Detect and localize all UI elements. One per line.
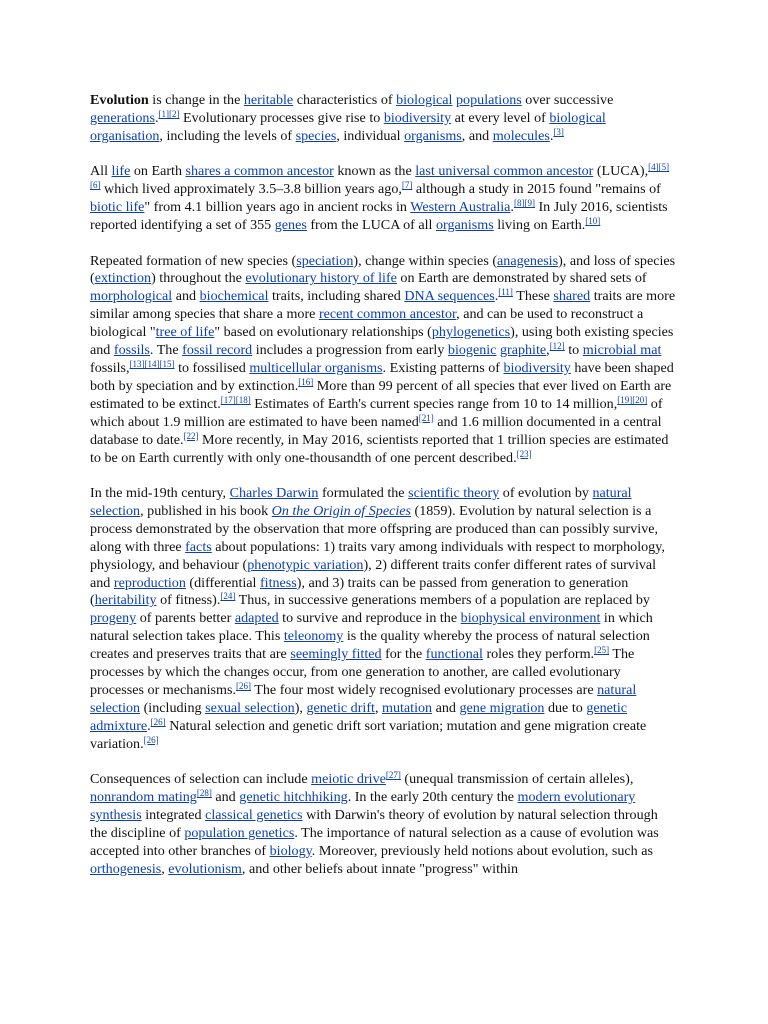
text-run: on Earth [130,163,186,180]
text-run: . The importance of natural selection as a cause of evolution was accepted into other branches of [90,824,659,859]
citation-link[interactable]: [24] [220,591,236,602]
text-run: about populations: 1) traits vary among individuals with respect to morphology, physiology, and behaviour ( [90,538,665,573]
article-link[interactable]: fossil record [182,342,253,359]
text-run: formulated the [318,485,409,501]
document-body [90,92,676,896]
text-run: (including [140,699,206,716]
article-link[interactable]: evolutionism [168,860,242,877]
citation-link[interactable]: [19][20] [617,394,648,405]
text-run: Thus, in successive generations members of a population are replaced by [235,592,650,609]
article-link[interactable]: organisms [404,127,462,144]
text-run: and [211,789,240,806]
italic-text: On the Origin of Species [271,502,411,519]
paragraph [90,163,676,235]
text-run: . [154,109,159,126]
citation-link[interactable]: [23] [516,448,532,459]
article-link[interactable]: gene migration [459,699,545,716]
article-link[interactable]: population genetics [184,824,295,841]
text-run: integrated [141,807,206,823]
text-run: ), and 3) traits can be passed from generation to generation ( [90,574,629,609]
article-link[interactable]: shares a common ancestor [185,163,334,180]
article-link[interactable]: life [111,163,131,180]
article-link[interactable]: biogenic [447,342,497,359]
text-run: , published in his book [140,502,272,519]
article-link[interactable]: biophysical environment [460,610,601,627]
text-run: More recently, in May 2016, scientists reported that 1 trillion species are estimated to be on Earth currently with only one-thousandth of one percent described. [90,431,669,466]
article-link[interactable]: natural selection [90,681,637,716]
article-link[interactable]: biodiversity [383,109,452,126]
text-run: is change in the [148,92,244,108]
article-link[interactable]: anagenesis [497,252,559,269]
article-link[interactable]: speciation [296,252,354,269]
text-run: traits, including shared [268,288,405,305]
citation-link[interactable]: [12] [549,341,565,352]
article-link[interactable]: genetic drift [306,699,375,716]
article-link[interactable]: fitness [259,574,297,591]
citation-link[interactable]: [3] [553,126,564,137]
paragraph [90,771,676,878]
text-run: The four most widely recognised evolutionary processes are [251,681,598,698]
text-run: . Moreover, previously held notions about evolution, such as [311,842,653,859]
text-run: on Earth are demonstrated by shared sets of [396,270,647,287]
text-run: . [147,717,151,734]
text-run: . In the early 20th century the [347,789,518,806]
text-run: , [546,342,550,359]
article-link[interactable]: teleonomy [283,628,344,645]
citation-link[interactable]: [10] [585,216,601,227]
text-run: fossils, [90,359,130,376]
text-run: of which about 1.9 million are estimated to have been named [90,395,663,430]
article-link[interactable]: genetic hitchhiking [239,789,348,806]
citation-link[interactable]: [17][18] [220,394,251,405]
article-link[interactable]: natural selection [90,485,632,519]
text-run: Estimates of Earth's current species range from 10 to 14 million, [250,395,618,412]
text-run: have been shaped both by speciation and by extinction. [90,359,674,394]
article-link[interactable]: scientific theory [408,485,500,501]
text-run: and [432,699,460,716]
text-run: " based on evolutionary relationships ( [214,324,432,341]
text-run: due to [544,699,587,716]
paragraph [90,485,676,754]
article-link[interactable]: classical genetics [205,807,303,823]
text-run: . Existing patterns of [382,359,504,376]
text-run: of fitness). [156,592,221,609]
article-link[interactable]: multicellular organisms [249,359,383,376]
citation-link[interactable]: [28] [196,788,212,799]
text-run: All [90,163,112,180]
text-run: (1859). Evolution by natural selection is a process demonstrated by the observation that more offspring are produced than can possibly survive, along with three [90,502,659,555]
bold-term: Evolution [90,92,149,108]
citation-link[interactable]: [4][5][6] [90,162,670,191]
text-run: , individual [336,127,405,144]
article-link[interactable]: heritability [94,592,157,609]
text-run: (differential [185,574,260,591]
text-run: , [161,860,169,877]
citation-link[interactable]: [22] [183,430,199,441]
article-link[interactable]: phylogenetics [431,324,511,341]
article-link[interactable]: biochemical [199,288,269,305]
text-run: ) throughout the [151,270,246,287]
text-run: and 1.6 million documented in a central database to date. [90,413,662,448]
text-run: includes a progression from early [252,342,448,359]
citation-link[interactable]: [1][2] [158,108,180,119]
article-link[interactable]: orthogenesis [90,860,162,877]
article-link[interactable]: phenotypic variation [247,556,364,573]
text-run: to survive and reproduce in the [278,610,461,627]
text-run: to fossilised [174,359,250,376]
text-run: with Darwin's theory of evolution by natural selection through the discipline of [90,807,658,841]
article-link[interactable]: populations [456,92,522,108]
article-link[interactable]: generations [90,109,155,126]
article-link[interactable] [272,503,411,519]
article-link[interactable]: facts [185,538,212,555]
text-run: roles they perform. [482,646,595,663]
citation-link[interactable]: [7] [401,180,413,191]
article-link[interactable]: nonrandom mating [90,789,197,806]
article-link[interactable]: organisms [436,217,494,234]
article-link[interactable]: last universal common ancestor [415,163,594,180]
text-run: In the mid-19th century, [90,485,230,501]
article-link[interactable]: meiotic drive [311,771,386,788]
text-run: The processes by which the changes occur, from one generation to another, are called evolutionary processes or mechanisms. [90,646,635,698]
article-link[interactable]: DNA sequences [404,288,495,305]
article-link[interactable]: seemingly fitted [290,646,382,663]
article-link[interactable]: tree of life [155,324,215,341]
text-run: ), [294,699,307,716]
paragraph [90,92,676,146]
article-link[interactable]: graphite [499,342,547,359]
citation-link[interactable]: [26] [236,680,251,691]
text-run: (LUCA), [593,163,649,180]
text-run: ), using both existing species and [90,324,674,359]
article-link[interactable]: Charles Darwin [229,485,319,501]
text-run: which lived approximately 3.5–3.8 billion years ago, [100,181,402,198]
text-run: " from 4.1 billion years ago in ancient rocks in [144,199,411,216]
article-link[interactable]: Western Australia [410,199,511,216]
text-run: , [374,699,382,716]
article-link[interactable]: functional [425,646,483,663]
text-run: to [564,342,583,359]
text-run: characteristics of [293,92,397,108]
article-link[interactable]: modern evolutionary synthesis [90,789,636,823]
article-link[interactable]: fossils [113,342,150,359]
article-link[interactable]: extinction [94,270,152,287]
text-run: , and can be used to reconstruct a biological " [90,306,644,341]
citation-link[interactable]: [21] [418,412,434,423]
article-link[interactable]: genes [274,217,307,234]
paragraph [90,253,676,468]
text-run: , including the levels of [159,127,296,144]
text-run: from the LUCA of all [306,217,436,234]
article-link[interactable]: shared [553,288,591,305]
citation-link[interactable]: [11] [498,287,513,298]
article-link[interactable]: mutation [381,699,433,716]
article-link[interactable]: biological [396,92,453,108]
article-link[interactable]: genetic admixture [90,699,628,734]
text-run: of parents better [136,610,235,627]
article-link[interactable]: heritable [243,92,294,108]
text-run: of evolution by [499,485,593,501]
citation-link[interactable]: [13][14][15] [129,358,175,369]
text-run: is the quality whereby the process of natural selection creates and preserves traits that are [90,628,650,663]
text-run: ), change within species ( [353,252,498,269]
text-run: Consequences of selection can include [90,771,312,788]
text-run: More than 99 percent of all species that ever lived on Earth are estimated to be extinct. [90,377,672,412]
article-link[interactable]: adapted [234,610,279,627]
text-run: In July 2016, scientists reported identifying a set of 355 [90,199,668,234]
article-link[interactable]: morphological [90,288,173,305]
text-run: , and [461,127,493,144]
article-link[interactable]: species [295,127,337,144]
text-run: at every level of [451,109,550,126]
article-link[interactable]: sexual selection [205,699,295,716]
text-run: . The [149,342,183,359]
article-link[interactable]: biotic life [90,199,145,216]
article-link[interactable]: molecules [492,127,550,144]
text-run: . [494,288,499,305]
citation-link[interactable]: [27] [385,770,401,781]
article-link[interactable]: recent common ancestor [318,306,457,323]
text-run: ), and loss of species ( [90,252,676,287]
text-run: Repeated formation of new species ( [90,252,297,269]
article-link[interactable]: biodiversity [503,359,571,376]
citation-link[interactable]: [8][9] [513,198,535,209]
text-run: ), 2) different traits confer different rates of survival and [90,556,657,591]
text-run: . [549,127,554,144]
citation-link[interactable]: [26] [150,716,166,727]
citation-link[interactable]: [16] [298,376,314,387]
text-run: for the [381,646,426,663]
article-link[interactable]: reproduction [113,574,186,591]
article-link[interactable]: evolutionary history of life [245,270,397,287]
article-link[interactable]: microbial mat [582,342,662,359]
text-run: These [512,288,554,305]
text-run: traits are more similar among species that share a more [90,288,676,323]
text-run: . [510,199,514,216]
article-link[interactable]: progeny [90,610,137,627]
article-link[interactable]: biological organisation [90,109,606,144]
text-run: although a study in 2015 found "remains of [412,181,661,198]
text-run: , and other beliefs about innate "progress" within [241,860,518,877]
text-run: Natural selection and genetic drift sort variation; mutation and gene migration create variation. [90,717,647,752]
article-link[interactable]: biology [269,842,312,859]
citation-link[interactable]: [25] [594,645,610,656]
text-run: and [172,288,200,305]
text-run: (unequal transmission of certain alleles), [400,771,634,788]
text-run: in which natural selection takes place. This [90,610,653,645]
text-run: known as the [333,163,416,180]
citation-link[interactable]: [26] [143,734,159,745]
text-run: over successive [521,92,614,108]
text-run: Evolutionary processes give rise to [179,109,384,126]
text-run: living on Earth. [493,217,586,234]
